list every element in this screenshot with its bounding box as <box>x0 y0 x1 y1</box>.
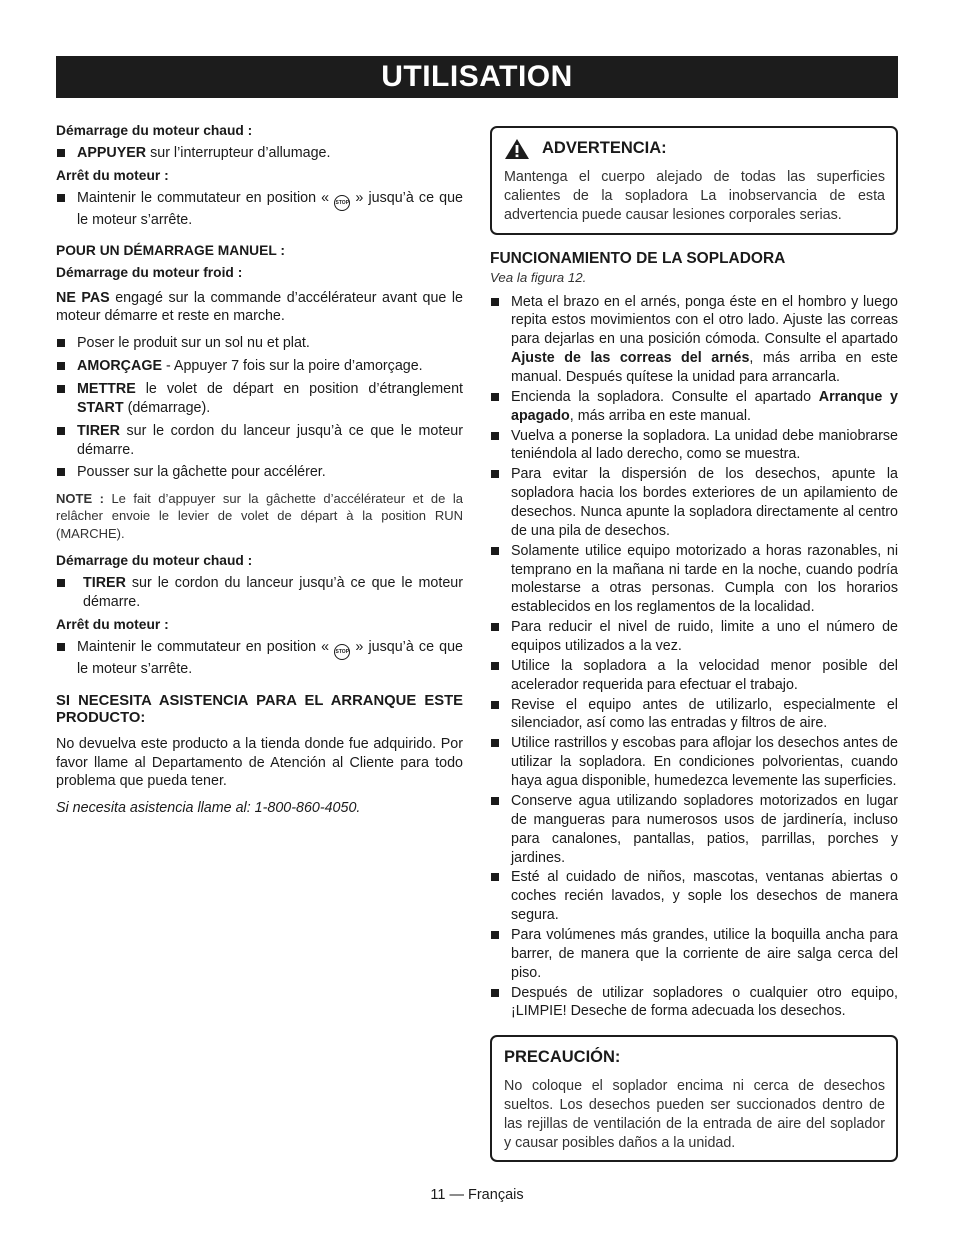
hot-start-heading-2: Démarrage du moteur chaud : <box>56 552 253 568</box>
manual-start-heading: POUR UN DÉMARRAGE MANUEL : <box>56 243 285 259</box>
note-paragraph: NOTE : Le fait d’appuyer sur la gâchette d’accélérateur et de la relâcher envoie le levier de volet de départ à la position RUN (MARCHE). <box>56 491 463 541</box>
bullet-square-icon <box>57 427 65 435</box>
list-item: Conserve agua utilizando sopladores motorizados en lugar de mangueras para numerosos usos de jardinería, incluso para canalones, pantallas, patios, parrillas, porches y jardines. <box>490 792 898 867</box>
bullet-square-icon <box>57 385 65 393</box>
ne-pas-paragraph: NE PAS engagé sur la commande d’accélérateur avant que le moteur démarre et reste en marche. <box>56 289 463 325</box>
bullet-square-icon <box>491 298 499 306</box>
bullet-square-icon <box>491 623 499 631</box>
caution-box <box>490 1035 898 1162</box>
bullet-square-icon <box>491 470 499 478</box>
page-banner-title: UTILISATION <box>56 56 898 98</box>
list-item: TIRER sur le cordon du lanceur jusqu’à ce que le moteur démarre. <box>56 422 463 460</box>
warning-text: Mantenga el cuerpo alejado de todas las superficies calientes de la sopladora La inobservancia de esta advertencia puede causar lesiones corporales serias. <box>504 169 885 223</box>
caution-text: No coloque el soplador encima ni cerca de desechos sueltos. Los desechos pueden ser succionados dentro de las rejillas de ventilación de la entrada de aire del soplador y causar posibles daños a la unidad. <box>504 1078 885 1151</box>
cold-start-heading: Démarrage du moteur froid : <box>56 265 243 281</box>
bullet-square-icon <box>491 701 499 709</box>
assistance-text: No devuelva este producto a la tienda donde fue adquirido. Por favor llame al Departamento de Atención al Cliente para todo problema que pueda tener. <box>56 735 463 790</box>
list-item: Para volúmenes más grandes, utilice la boquilla ancha para barrer, de manera que la corriente de aire salga cerca del piso. <box>490 926 898 983</box>
stop-heading-2: Arrêt du moteur : <box>56 616 169 632</box>
bullet-square-icon <box>491 989 499 997</box>
caution-title: PRECAUCIÓN: <box>504 1048 621 1067</box>
bullet-square-icon <box>491 931 499 939</box>
bullet-square-icon <box>491 662 499 670</box>
figure-reference: Vea la figura 12. <box>490 270 587 286</box>
page-footer: 11 — Français <box>430 1187 524 1203</box>
list-item: Revise el equipo antes de utilizarlo, especialmente el silenciador, así como las entradas y filtros de aire. <box>490 696 898 734</box>
list-item: Meta el brazo en el arnés, ponga éste en el hombro y luego repita estos movimientos con el otro lado. Ajuste las correas para dejarlas en una posición cómoda. Consulte el apartado Ajuste de las correas del arnés, más arriba en este manual. Después quítese la unidad para arrancarla. <box>490 293 898 387</box>
bullet-square-icon <box>491 739 499 747</box>
warning-box <box>490 126 898 235</box>
list-item: Esté al cuidado de niños, mascotas, ventanas abiertas o coches recién lavados, y sople los desechos de manera segura. <box>490 868 898 925</box>
bullet-square-icon <box>57 468 65 476</box>
bullet-square-icon <box>57 643 65 651</box>
stop-switch-icon: STOP <box>334 195 350 211</box>
stop-heading: Arrêt du moteur : <box>56 168 169 184</box>
list-item: Utilice la sopladora a la velocidad menor posible del acelerador requerida para efectuar el trabajo. <box>490 657 898 695</box>
list-item: Maintenir le commutateur en position « STOP » jusqu’à ce que le moteur s’arrête. <box>56 189 463 230</box>
section-title: FUNCIONAMIENTO DE LA SOPLADORA <box>490 249 786 267</box>
right-column <box>490 126 898 1162</box>
assistance-heading: SI NECESITA ASISTENCIA PARA EL ARRANQUE ESTE PRODUCTO: <box>56 692 463 726</box>
list-item: TIRER sur le cordon du lanceur jusqu’à ce que le moteur démarre. <box>56 574 463 612</box>
list-item: Poser le produit sur un sol nu et plat. <box>56 334 463 353</box>
list-item: APPUYER sur l’interrupteur d’allumage. <box>56 144 463 163</box>
operation-list <box>490 293 898 1022</box>
bullet-square-icon <box>491 432 499 440</box>
bullet-square-icon <box>491 797 499 805</box>
bullet-square-icon <box>57 362 65 370</box>
bullet-square-icon <box>57 339 65 347</box>
assistance-phone: Si necesita asistencia llame al: 1-800-860-4050. <box>56 800 361 817</box>
bullet-square-icon <box>57 194 65 202</box>
list-item: Encienda la sopladora. Consulte el apartado Arranque y apagado, más arriba en este manual. <box>490 388 898 426</box>
list-item: Utilice rastrillos y escobas para aflojar los desechos antes de utilizar la sopladora. En condiciones polvorientas, cuando haya agua disponible, humedezca levemente las superficies. <box>490 734 898 791</box>
list-item: METTRE le volet de départ en position d’étranglement START (démarrage). <box>56 380 463 418</box>
warning-triangle-icon <box>504 138 530 160</box>
list-item: Para evitar la dispersión de los desechos, apunte la sopladora hacia los bordes exteriores de un apilamiento de desechos. Nunca apunte la sopladora directamente al centro de una pila de desechos. <box>490 465 898 540</box>
bullet-square-icon <box>491 873 499 881</box>
hot-start-heading: Démarrage du moteur chaud : <box>56 123 253 138</box>
bullet-square-icon <box>491 393 499 401</box>
list-item: AMORÇAGE - Appuyer 7 fois sur la poire d’amorçage. <box>56 357 463 376</box>
left-column <box>56 122 463 822</box>
list-item: Para reducir el nivel de ruido, limite a uno el número de equipos utilizados a la vez. <box>490 618 898 656</box>
warning-title: ADVERTENCIA: <box>504 138 885 160</box>
list-item: Después de utilizar sopladores o cualquier otro equipo, ¡LIMPIE! Deseche de forma adecuada los desechos. <box>490 984 898 1022</box>
bullet-square-icon <box>57 579 65 587</box>
list-item: Vuelva a ponerse la sopladora. La unidad debe maniobrarse teniéndola al lado derecho, como se muestra. <box>490 427 898 465</box>
list-item: Maintenir le commutateur en position « STOP » jusqu’à ce que le moteur s’arrête. <box>56 638 463 679</box>
bullet-square-icon <box>57 149 65 157</box>
list-item: Solamente utilice equipo motorizado a horas razonables, ni temprano en la mañana ni tarde en la noche, cuando podría molestarse a otras personas. Cumpla con los horarios establecidos en los reglamentos de la localidad. <box>490 542 898 617</box>
list-item: Pousser sur la gâchette pour accélérer. <box>56 463 463 482</box>
bullet-square-icon <box>491 547 499 555</box>
stop-switch-icon: STOP <box>334 644 350 660</box>
